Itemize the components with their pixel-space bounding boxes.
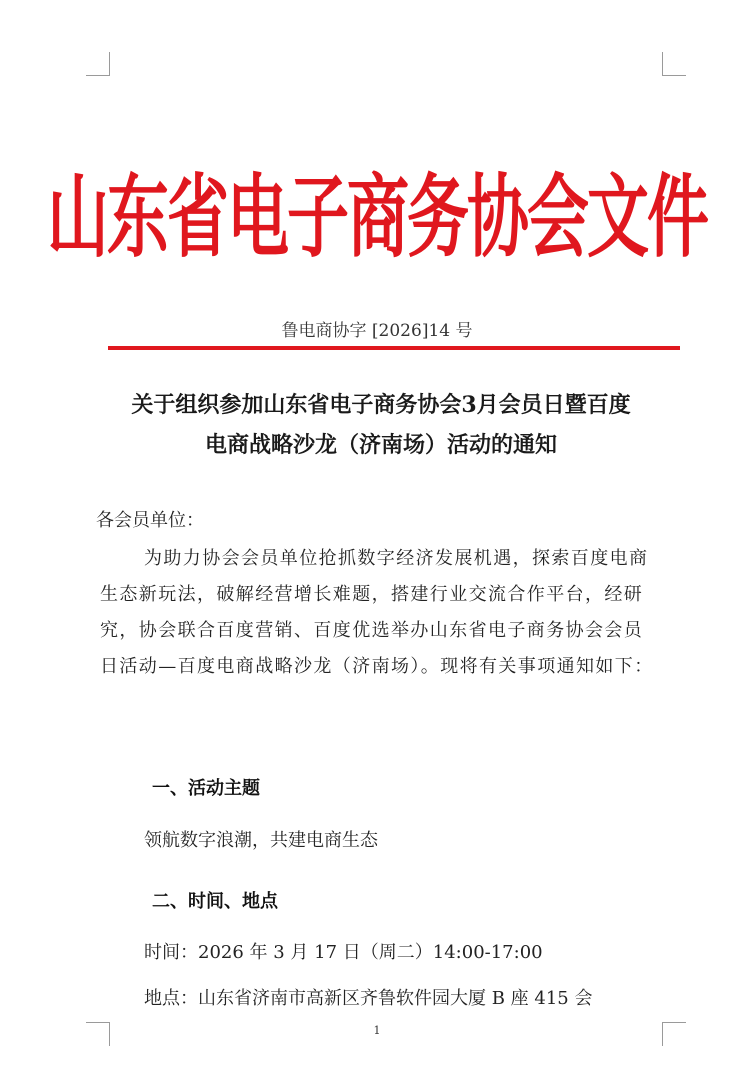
red-divider-line: [108, 346, 680, 350]
crop-mark-top-left-v: [109, 52, 110, 76]
crop-mark-top-right-h: [662, 75, 686, 76]
crop-mark-top-right-v: [662, 52, 663, 76]
crop-mark-top-left-h: [86, 75, 110, 76]
document-number: 鲁电商协字 [2026]14 号: [281, 321, 473, 341]
event-location: 地点：山东省济南市高新区齐鲁软件园大厦 B 座 415 会: [144, 988, 593, 1009]
intro-paragraph: 为助力协会会员单位抢抓数字经济发展机遇，探索百度电商生态新玩法，破解经营增长难题，搭建行业交流合作平台，经研究，协会联合百度营销、百度优选举办山东省电子商务协会会员日活动—百度电商战略沙龙（济南场）。现将有关事项通知如下：: [100, 548, 654, 677]
document-masthead: 山东省电子商务协会文件: [46, 164, 707, 270]
notice-title: [96, 385, 666, 465]
notice-title-line-2: 电商战略沙龙（济南场）活动的通知: [204, 432, 557, 458]
section-2-heading: 二、时间、地点: [152, 891, 278, 912]
section-1-heading: 一、活动主题: [152, 778, 260, 799]
event-time: 时间：2026 年 3 月 17 日（周二）14:00-17:00: [144, 942, 543, 963]
notice-title-line-1: 关于组织参加山东省电子商务协会3月会员日暨百度: [131, 392, 631, 418]
crop-mark-bottom-left-h: [86, 1022, 110, 1023]
salutation: 各会员单位：: [96, 510, 204, 531]
page-number: 1: [373, 1024, 381, 1037]
crop-mark-bottom-right-h: [662, 1022, 686, 1023]
section-1-text: 领航数字浪潮，共建电商生态: [144, 830, 378, 851]
